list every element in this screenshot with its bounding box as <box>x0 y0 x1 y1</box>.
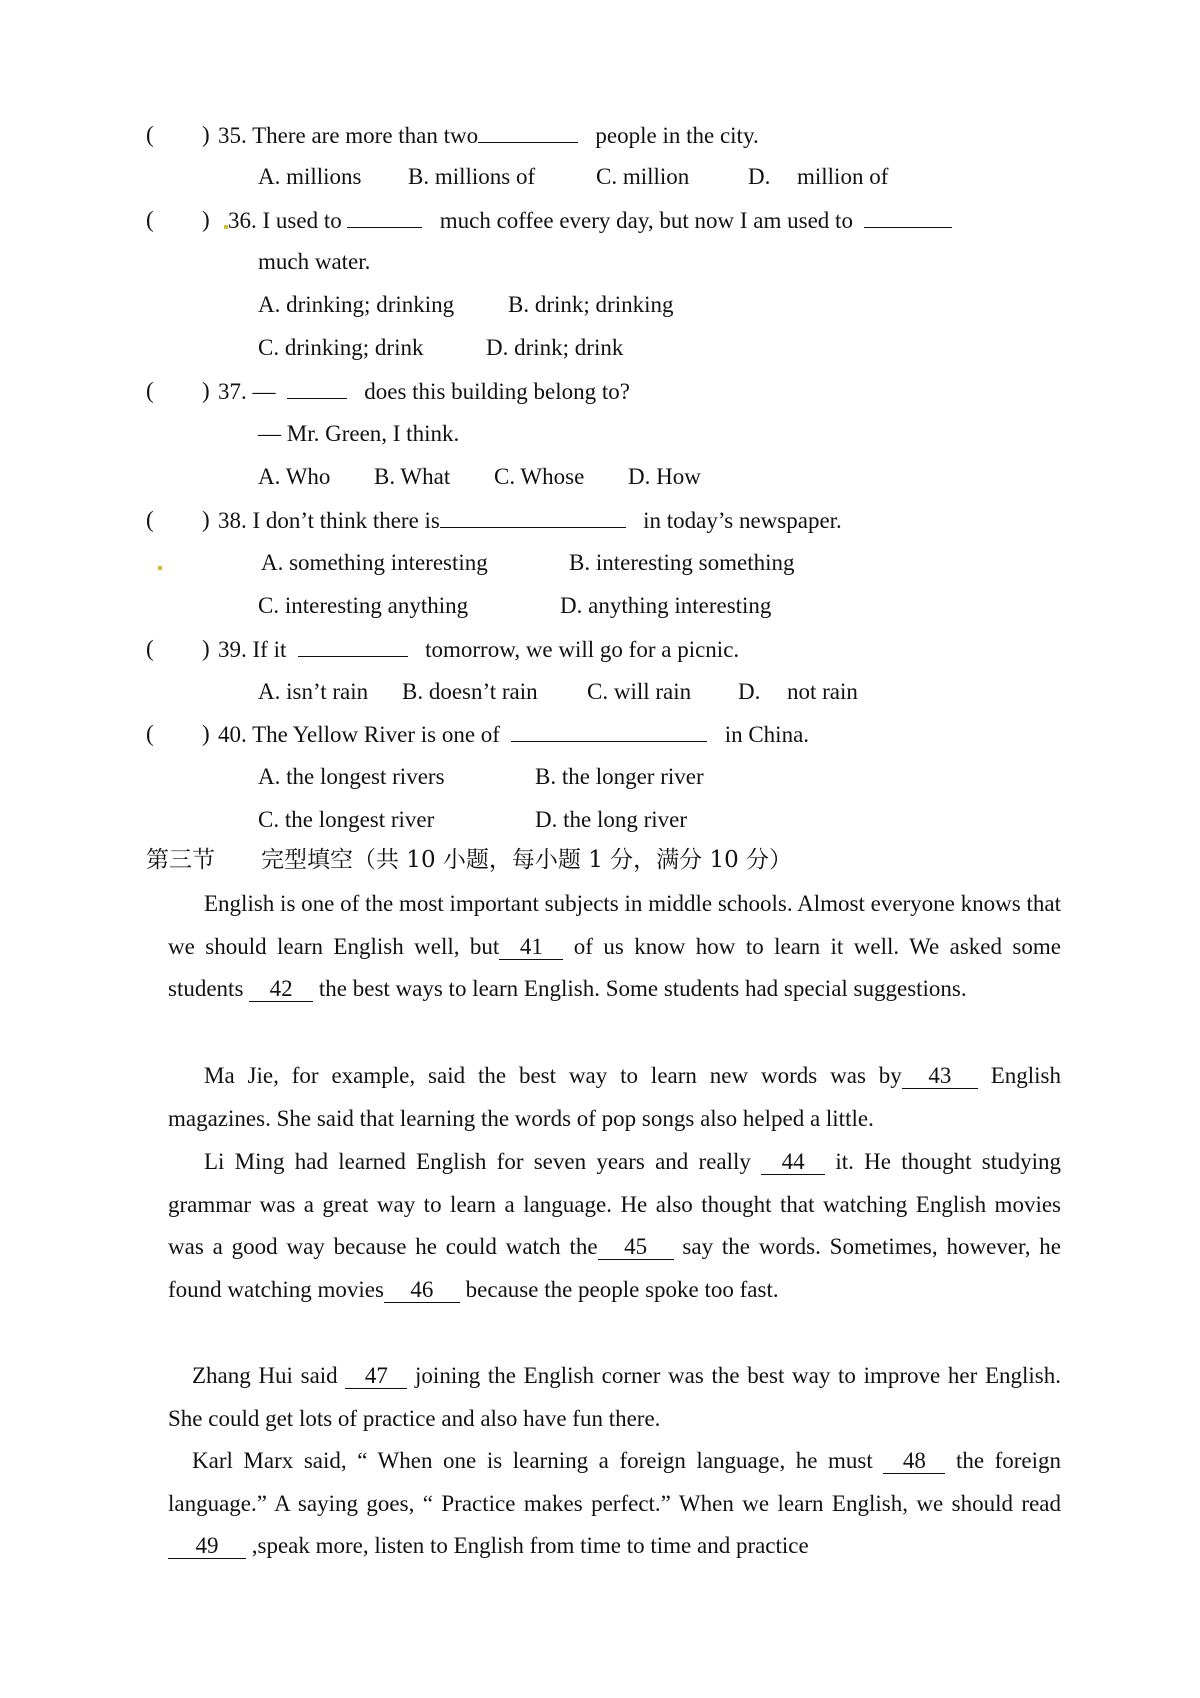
answer-paren-open: ( <box>146 207 154 232</box>
answer-paren-close: ) <box>202 636 210 661</box>
question-stem: much coffee every day, but now I am used to <box>439 208 853 233</box>
answer-blank <box>298 634 408 657</box>
answer-blank <box>440 505 626 528</box>
answer-paren-close: ) <box>202 721 210 746</box>
answer-paren-close: ) <box>202 378 210 403</box>
cloze-blank-44: 44 <box>761 1150 825 1175</box>
passage-text: because the people spoke too fast. <box>465 1276 779 1302</box>
section-heading: 第三节 完型填空（共 10 小题，每小题 1 分，满分 10 分） <box>146 847 793 873</box>
question-stem: 38. I don’t think there is <box>218 508 440 533</box>
passage-text: of us know how to learn it well. We asked some students <box>168 933 1061 1002</box>
option: C. will rain <box>587 679 692 704</box>
option: B. the longer river <box>535 764 704 789</box>
option: B. interesting something <box>569 550 795 575</box>
option: B. What <box>374 464 451 489</box>
option: A. isn’t rain <box>258 679 369 704</box>
option: D. anything interesting <box>560 593 772 618</box>
passage-text: Karl Marx said, “ When one is learning a foreign language, he must <box>192 1448 873 1473</box>
cloze-blank-46: 46 <box>384 1278 460 1303</box>
passage-text: Ma Jie, for example, said the best way to learn new words was by <box>204 1063 902 1088</box>
answer-paren-close: ) <box>202 122 210 147</box>
passage-text: say the words. Sometimes, however, he found watching movies <box>168 1234 1062 1302</box>
answer-paren-open: ( <box>146 122 154 147</box>
passage-paragraph-5 <box>168 1440 1061 1568</box>
cloze-blank-43: 43 <box>902 1064 978 1089</box>
option: A. something interesting <box>261 550 488 575</box>
cloze-blank-42: 42 <box>249 977 313 1002</box>
passage-paragraph-4 <box>168 1355 1061 1440</box>
question-39 <box>218 634 739 665</box>
answer-paren-close: ) <box>202 207 210 232</box>
option: A. millions <box>258 164 362 189</box>
cloze-blank-47: 47 <box>345 1364 407 1389</box>
option: D. How <box>628 464 701 489</box>
passage-text: the foreign language.” A saying goes, “ Practice makes perfect.” When we learn English, we should read <box>168 1448 1062 1516</box>
question-stem-continued: much water. <box>258 249 371 274</box>
answer-blank <box>478 120 578 143</box>
option: C. million <box>596 164 690 189</box>
question-stem: 39. If it <box>218 637 287 662</box>
stray-mark <box>158 566 162 570</box>
option: C. interesting anything <box>258 593 469 618</box>
option: C. drinking; drink <box>258 335 424 360</box>
option: B. drink; drinking <box>508 292 674 317</box>
question-stem: 40. The Yellow River is one of <box>218 722 500 747</box>
question-38 <box>218 505 842 536</box>
question-35 <box>218 120 759 151</box>
question-stem: people in the city. <box>595 123 759 148</box>
option: D. drink; drink <box>486 335 624 360</box>
question-37 <box>218 376 630 407</box>
passage-text: Zhang Hui said <box>192 1363 338 1388</box>
option: C. Whose <box>494 464 585 489</box>
option: B. millions of <box>408 164 536 189</box>
question-36 <box>228 205 952 236</box>
cloze-blank-49: 49 <box>168 1534 246 1559</box>
question-stem: does this building belong to? <box>364 379 631 404</box>
option: C. the longest river <box>258 807 435 832</box>
question-stem: 37. — <box>218 379 276 404</box>
option: B. doesn’t rain <box>402 679 538 704</box>
option: not rain <box>787 679 858 704</box>
answer-blank <box>864 205 952 228</box>
cloze-blank-48: 48 <box>883 1449 945 1474</box>
passage-paragraph-1 <box>168 883 1061 1011</box>
answer-blank <box>511 719 707 742</box>
question-stem: 35. There are more than two <box>218 123 479 148</box>
option: million of <box>797 164 889 189</box>
passage-text: ,speak more, listen to English from time to time and practice <box>251 1533 809 1559</box>
answer-paren-open: ( <box>146 507 154 532</box>
option: A. Who <box>258 464 331 489</box>
passage-text: English is one of the most important subjects in middle schools. Almost everyone knows that we should learn English well, but <box>168 891 1061 959</box>
passage-text: English magazines. She said that learning the words of pop songs also helped a <box>168 1063 1061 1131</box>
cloze-blank-45: 45 <box>598 1235 674 1260</box>
dialogue-answer: — Mr. Green, I think. <box>258 421 460 446</box>
cloze-blank-41: 41 <box>499 935 563 960</box>
passage-text: it. He thought studying grammar was a great way to learn a language. He also thought that watching English movies was a good way because he could watch the <box>168 1149 1061 1260</box>
answer-paren-close: ) <box>202 507 210 532</box>
question-40 <box>218 719 809 750</box>
passage-text: joining the English corner was the best way to improve her English. She could get lots of practice and also have fun there. <box>168 1363 1061 1431</box>
answer-blank <box>347 205 422 228</box>
passage-paragraph-2 <box>168 1055 1061 1140</box>
question-stem: 36. I used to <box>228 208 342 233</box>
passage-paragraph-3 <box>168 1141 1061 1311</box>
answer-blank <box>287 376 347 399</box>
option: D. <box>738 679 761 704</box>
question-stem: in China. <box>724 722 810 747</box>
question-stem: in today’s newspaper. <box>643 508 842 533</box>
passage-text: the best ways to learn English. Some students had special suggestions. <box>318 976 967 1002</box>
option: A. drinking; drinking <box>258 292 455 317</box>
answer-paren-open: ( <box>146 378 154 403</box>
passage-text: little. <box>825 1105 874 1131</box>
passage-text: Li Ming had learned English for seven years and really <box>204 1149 751 1174</box>
option: A. the longest rivers <box>258 764 445 789</box>
answer-paren-open: ( <box>146 721 154 746</box>
answer-paren-open: ( <box>146 636 154 661</box>
option: D. the long river <box>535 807 688 832</box>
option: D. <box>748 164 771 189</box>
question-stem: tomorrow, we will go for a picnic. <box>425 637 740 662</box>
